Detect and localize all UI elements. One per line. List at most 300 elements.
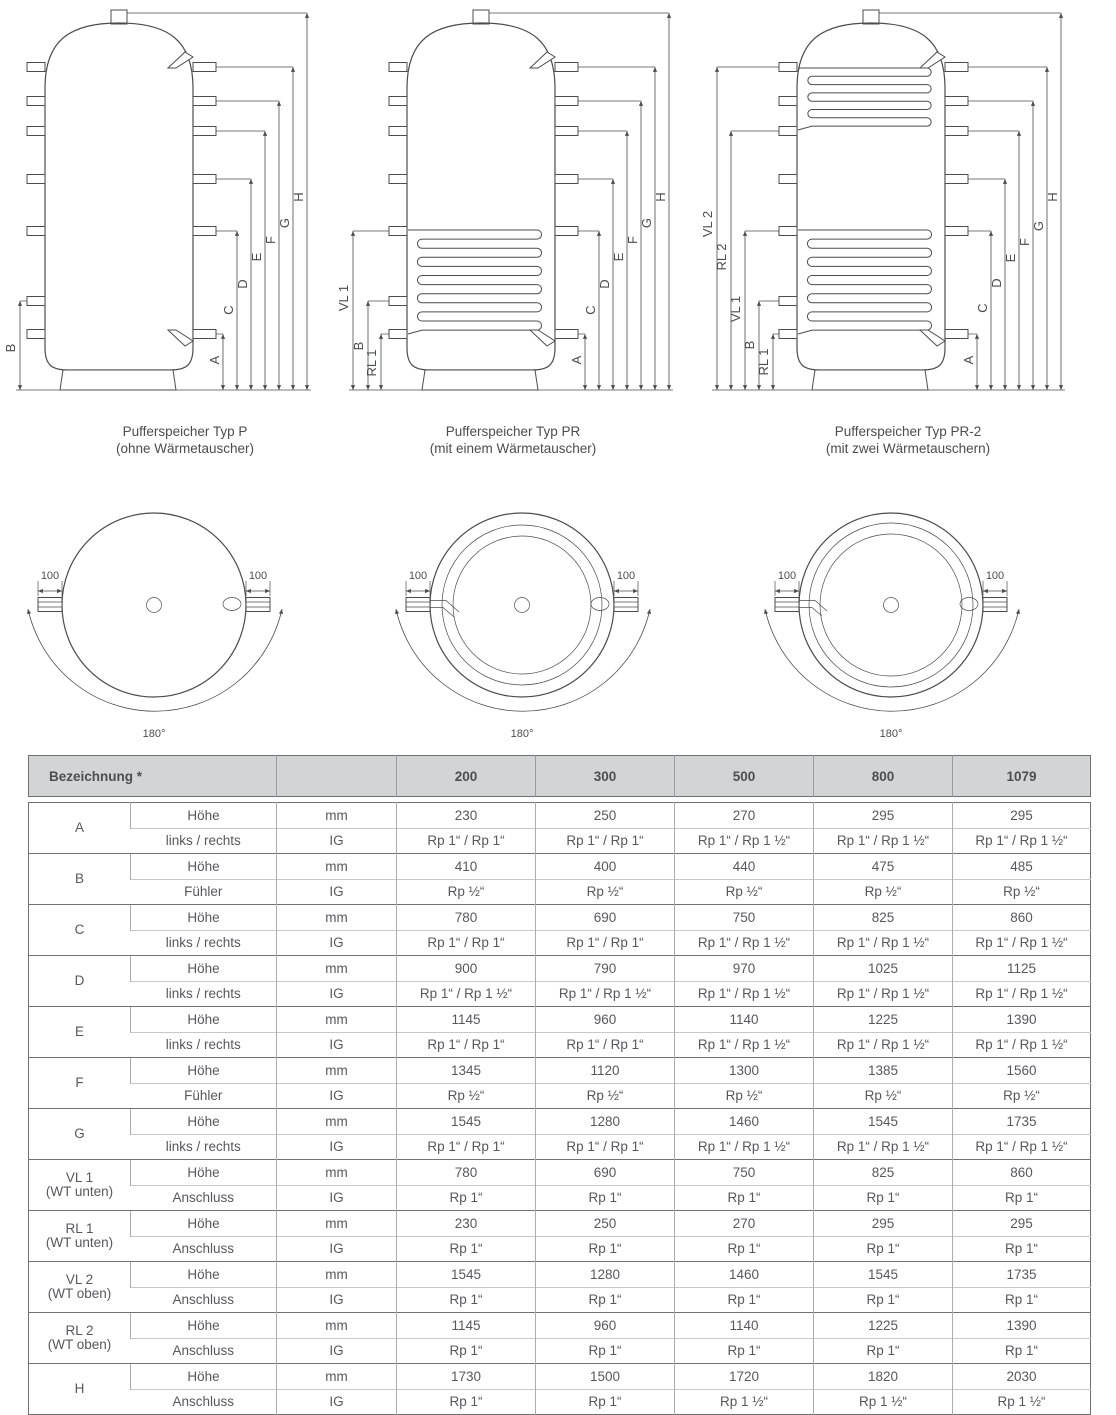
dim-label-b: B <box>351 341 366 351</box>
spec-row <box>29 1134 1091 1160</box>
value-cell: 1385 <box>814 1058 953 1084</box>
value-cell: 295 <box>814 803 953 829</box>
spec-row <box>29 1032 1091 1058</box>
caption-title: Pufferspeicher Typ PR-2 <box>834 424 982 439</box>
spec-row <box>29 981 1091 1007</box>
coil-ring-inner <box>453 536 591 674</box>
dim-label-a: A <box>961 355 976 365</box>
right-port <box>614 570 638 612</box>
param-cell: links / rechts <box>131 930 277 956</box>
dim-label-e: E <box>611 252 626 262</box>
value-cell: 1225 <box>814 1313 953 1339</box>
value-cell: 1820 <box>814 1364 953 1390</box>
value-cell: 1225 <box>814 1007 953 1033</box>
caption-subtitle: (ohne Wärmetauscher) <box>115 441 255 456</box>
top-cap <box>473 10 489 24</box>
tank-diagram-typ-p <box>0 0 335 412</box>
value-cell: 1120 <box>536 1058 675 1084</box>
group-label-cell: RL 1 (WT unten) <box>29 1211 131 1262</box>
center-port <box>147 598 162 613</box>
port-dim-label: 100 <box>408 570 428 582</box>
param-cell: links / rechts <box>131 1032 277 1058</box>
value-cell: Rp ½“ <box>953 1083 1091 1109</box>
param-cell: Höhe <box>131 1262 277 1288</box>
value-cell: Rp 1“ / Rp 1“ <box>397 828 536 854</box>
param-cell: Höhe <box>131 1211 277 1237</box>
weld-tab-bottom <box>920 330 945 346</box>
value-cell: 295 <box>953 1211 1091 1237</box>
group-label-cell: VL 2 (WT oben) <box>29 1262 131 1313</box>
header-size-1079: 1079 <box>953 756 1091 797</box>
center-port <box>515 598 530 613</box>
spec-row <box>29 905 1091 931</box>
value-cell: Rp 1“ <box>953 1338 1091 1364</box>
value-cell: Rp 1“ <box>675 1338 814 1364</box>
value-cell: Rp 1“ / Rp 1“ <box>536 1032 675 1058</box>
weld-tab-top <box>168 52 193 68</box>
value-cell: 410 <box>397 854 536 880</box>
spec-row <box>29 1160 1091 1186</box>
value-cell: 690 <box>536 1160 675 1186</box>
group-label-cell: D <box>29 956 131 1007</box>
spec-row <box>29 879 1091 905</box>
dim-label-vl1: VL 1 <box>336 284 351 312</box>
value-cell: Rp ½“ <box>397 1083 536 1109</box>
port-dim-label: 100 <box>40 570 60 582</box>
group-label-cell: RL 2 (WT oben) <box>29 1313 131 1364</box>
value-cell: 250 <box>536 1211 675 1237</box>
tank-diagram-typ-pr2 <box>690 0 1116 412</box>
value-cell: 250 <box>536 803 675 829</box>
dim-label-vl1: VL 1 <box>728 295 743 323</box>
value-cell: 485 <box>953 854 1091 880</box>
dim-label-rl1: RL 1 <box>364 349 379 377</box>
value-cell: Rp 1“ <box>397 1287 536 1313</box>
dimension-lines-left <box>700 67 779 390</box>
left-ports <box>27 63 45 339</box>
value-cell: Rp 1“ / Rp 1“ <box>397 1032 536 1058</box>
top-view-typ-pr2 <box>757 483 1097 753</box>
spec-row <box>29 1364 1091 1390</box>
value-cell: Rp 1“ <box>814 1236 953 1262</box>
spec-row <box>29 1211 1091 1237</box>
left-ports <box>779 63 797 339</box>
dim-label-rl2: RL 2 <box>714 243 729 271</box>
unit-cell: mm <box>277 1364 397 1390</box>
param-cell: Anschluss <box>131 1185 277 1211</box>
top-view-typ-pr <box>388 483 728 753</box>
tank-outline <box>799 513 983 697</box>
right-ports <box>555 63 578 339</box>
value-cell: 400 <box>536 854 675 880</box>
center-port <box>884 598 899 613</box>
value-cell: Rp ½“ <box>814 1083 953 1109</box>
dim-label-rl1: RL 1 <box>756 348 771 376</box>
value-cell: Rp 1“ / Rp 1 ½“ <box>953 1032 1091 1058</box>
unit-cell: IG <box>277 1338 397 1364</box>
caption-title: Pufferspeicher Typ PR <box>445 424 581 439</box>
header-size-800: 800 <box>814 756 953 797</box>
value-cell: 900 <box>397 956 536 982</box>
right-ports <box>193 63 216 339</box>
port-dim-label: 100 <box>777 570 797 582</box>
spec-row <box>29 1313 1091 1339</box>
unit-cell: IG <box>277 1389 397 1415</box>
value-cell: 1140 <box>675 1313 814 1339</box>
value-cell: Rp 1“ / Rp 1 ½“ <box>675 981 814 1007</box>
value-cell: 1125 <box>953 956 1091 982</box>
unit-cell: IG <box>277 828 397 854</box>
value-cell: 1735 <box>953 1262 1091 1288</box>
top-cap <box>111 10 127 24</box>
heat-exchanger-coil <box>408 230 542 334</box>
unit-cell: mm <box>277 1313 397 1339</box>
value-cell: 1345 <box>397 1058 536 1084</box>
value-cell: 1735 <box>953 1109 1091 1135</box>
value-cell: Rp 1 ½“ <box>953 1389 1091 1415</box>
group-label-cell: G <box>29 1109 131 1160</box>
dim-label-h: H <box>653 192 668 202</box>
coil-ring-inner <box>820 534 962 676</box>
value-cell: 750 <box>675 1160 814 1186</box>
value-cell: 230 <box>397 803 536 829</box>
value-cell: Rp 1“ <box>675 1287 814 1313</box>
param-cell: Höhe <box>131 1109 277 1135</box>
value-cell: Rp 1“ <box>953 1185 1091 1211</box>
value-cell: Rp 1“ <box>536 1287 675 1313</box>
top-cap <box>863 10 879 24</box>
value-cell: Rp 1“ / Rp 1 ½“ <box>953 930 1091 956</box>
dim-label-c: C <box>221 305 236 315</box>
dim-label-h: H <box>291 192 306 202</box>
value-cell: 1500 <box>536 1364 675 1390</box>
param-cell: Anschluss <box>131 1389 277 1415</box>
value-cell: 960 <box>536 1007 675 1033</box>
weld-tab-top <box>920 52 945 68</box>
value-cell: 1730 <box>397 1364 536 1390</box>
unit-cell: IG <box>277 879 397 905</box>
param-cell: Höhe <box>131 803 277 829</box>
left-port <box>406 570 430 612</box>
spec-row <box>29 930 1091 956</box>
spec-row <box>29 1236 1091 1262</box>
dim-label-c: C <box>583 305 598 315</box>
spec-row <box>29 854 1091 880</box>
spec-row <box>29 1287 1091 1313</box>
value-cell: Rp 1“ / Rp 1 ½“ <box>953 981 1091 1007</box>
spec-table-body-table <box>28 802 1091 1415</box>
weld-tab-bottom <box>168 330 193 346</box>
value-cell: 790 <box>536 956 675 982</box>
value-cell: Rp 1“ / Rp 1 ½“ <box>536 981 675 1007</box>
unit-cell: IG <box>277 930 397 956</box>
value-cell: 1025 <box>814 956 953 982</box>
value-cell: 270 <box>675 803 814 829</box>
header-size-300: 300 <box>536 756 675 797</box>
dim-label-vl2: VL 2 <box>700 210 715 238</box>
value-cell: Rp 1“ / Rp 1“ <box>536 930 675 956</box>
param-cell: Anschluss <box>131 1287 277 1313</box>
dimension-lines-right <box>879 13 1061 390</box>
value-cell: Rp ½“ <box>536 879 675 905</box>
value-cell: Rp 1“ <box>814 1287 953 1313</box>
header-designation: Bezeichnung * <box>29 756 277 797</box>
right-ports <box>945 63 968 339</box>
sensor-pocket <box>223 598 241 611</box>
port-dim-label: 100 <box>616 570 636 582</box>
unit-cell: IG <box>277 981 397 1007</box>
value-cell: 230 <box>397 1211 536 1237</box>
value-cell: Rp 1“ / Rp 1 ½“ <box>675 930 814 956</box>
dimension-lines-right <box>127 13 307 390</box>
value-cell: Rp ½“ <box>675 879 814 905</box>
spec-row <box>29 1058 1091 1084</box>
value-cell: Rp 1“ / Rp 1“ <box>397 930 536 956</box>
unit-cell: IG <box>277 1185 397 1211</box>
value-cell: Rp 1“ / Rp 1“ <box>536 1134 675 1160</box>
group-label-cell: E <box>29 1007 131 1058</box>
value-cell: Rp 1“ / Rp 1 ½“ <box>675 1134 814 1160</box>
weld-tab-bottom <box>530 330 555 346</box>
dim-label-b: B <box>742 340 757 350</box>
value-cell: Rp 1“ / Rp 1“ <box>397 1134 536 1160</box>
value-cell: 1460 <box>675 1262 814 1288</box>
group-label-cell: A <box>74 820 84 835</box>
coil-ring-outer <box>442 525 602 685</box>
tank-base <box>60 370 176 390</box>
value-cell: Rp ½“ <box>953 879 1091 905</box>
value-cell: Rp 1“ / Rp 1 ½“ <box>953 1134 1091 1160</box>
group-label-cell: F <box>29 1058 131 1109</box>
value-cell: Rp 1“ / Rp 1 ½“ <box>814 828 953 854</box>
top-view-typ-p <box>20 483 360 753</box>
value-cell: Rp 1“ <box>814 1185 953 1211</box>
value-cell: Rp 1“ <box>536 1389 675 1415</box>
value-cell: 1280 <box>536 1109 675 1135</box>
right-port <box>983 570 1007 612</box>
tank-base <box>422 370 538 390</box>
value-cell: 860 <box>953 1160 1091 1186</box>
param-cell: Höhe <box>131 1058 277 1084</box>
caption-typ-pr2 <box>758 423 1058 457</box>
port-dim-label: 100 <box>985 570 1005 582</box>
left-ports <box>389 63 407 339</box>
value-cell: Rp ½“ <box>397 879 536 905</box>
value-cell: Rp 1“ <box>953 1287 1091 1313</box>
value-cell: 1390 <box>953 1007 1091 1033</box>
dim-label-d: D <box>235 279 250 289</box>
unit-cell: IG <box>277 1134 397 1160</box>
tank-outline <box>430 513 614 697</box>
param-cell: Höhe <box>131 1007 277 1033</box>
caption-subtitle: (mit einem Wärmetauscher) <box>429 441 597 456</box>
caption-typ-p <box>35 423 335 457</box>
value-cell: Rp 1“ <box>536 1236 675 1262</box>
value-cell: Rp 1“ <box>675 1185 814 1211</box>
value-cell: Rp 1“ / Rp 1 ½“ <box>814 930 953 956</box>
param-cell: Anschluss <box>131 1338 277 1364</box>
value-cell: 1145 <box>397 1313 536 1339</box>
unit-cell: IG <box>277 1287 397 1313</box>
dim-label-d: D <box>989 278 1004 288</box>
unit-cell: mm <box>277 1058 397 1084</box>
unit-cell: mm <box>277 1211 397 1237</box>
dim-label-g: G <box>639 217 654 229</box>
dimension-lines-left <box>3 301 27 390</box>
tank-diagram-typ-pr <box>336 0 690 412</box>
spec-row <box>29 828 1091 854</box>
dim-label-c: C <box>975 303 990 313</box>
coil-ring-outer <box>809 523 973 687</box>
unit-cell: mm <box>277 1007 397 1033</box>
value-cell: Rp 1“ <box>397 1338 536 1364</box>
unit-cell: mm <box>277 905 397 931</box>
value-cell: 1545 <box>397 1109 536 1135</box>
right-port <box>246 570 270 612</box>
value-cell: 1300 <box>675 1058 814 1084</box>
left-port <box>775 570 799 612</box>
unit-cell: IG <box>277 1032 397 1058</box>
value-cell: 440 <box>675 854 814 880</box>
coil-connection-pipe <box>430 601 459 613</box>
coil-connection-pipe <box>799 601 827 612</box>
value-cell: Rp 1“ / Rp 1 ½“ <box>814 981 953 1007</box>
value-cell: 1545 <box>397 1262 536 1288</box>
unit-cell: mm <box>277 1262 397 1288</box>
spec-row <box>29 1109 1091 1135</box>
dim-label-f: F <box>625 236 640 244</box>
dimension-lines-left <box>336 231 389 390</box>
tank-body <box>45 23 193 370</box>
unit-cell: mm <box>277 854 397 880</box>
value-cell: 780 <box>397 1160 536 1186</box>
unit-cell: mm <box>277 1109 397 1135</box>
tank-outline <box>62 513 246 697</box>
value-cell: 1720 <box>675 1364 814 1390</box>
value-cell: Rp 1“ <box>397 1185 536 1211</box>
value-cell: 825 <box>814 1160 953 1186</box>
value-cell: 1545 <box>814 1262 953 1288</box>
value-cell: Rp 1“ / Rp 1“ <box>536 828 675 854</box>
value-cell: Rp 1“ / Rp 1 ½“ <box>814 1134 953 1160</box>
value-cell: 1545 <box>814 1109 953 1135</box>
spec-row <box>29 1083 1091 1109</box>
left-port <box>38 570 62 612</box>
spec-row <box>29 1007 1091 1033</box>
dim-label-e: E <box>1003 253 1018 263</box>
value-cell: Rp 1“ / Rp 1 ½“ <box>814 1032 953 1058</box>
param-cell: Höhe <box>131 854 277 880</box>
value-cell: Rp 1“ <box>536 1338 675 1364</box>
header-unit-col <box>277 756 397 797</box>
unit-cell: mm <box>277 803 397 829</box>
heat-exchanger-coil-lower <box>798 230 932 334</box>
group-label-cell: C <box>29 905 131 956</box>
value-cell: 750 <box>675 905 814 931</box>
heat-exchanger-coil-upper <box>798 68 931 130</box>
unit-cell: mm <box>277 1160 397 1186</box>
param-cell: Höhe <box>131 905 277 931</box>
value-cell: 2030 <box>953 1364 1091 1390</box>
angle-label: 180° <box>142 728 166 740</box>
port-dim-label: 100 <box>248 570 268 582</box>
param-cell: Fühler <box>131 879 277 905</box>
spec-row <box>29 1338 1091 1364</box>
unit-cell: IG <box>277 1083 397 1109</box>
value-cell: 970 <box>675 956 814 982</box>
param-cell: Anschluss <box>131 1236 277 1262</box>
caption-subtitle: (mit zwei Wärmetauschern) <box>825 441 991 456</box>
group-label-cell: VL 1 (WT unten) <box>29 1160 131 1211</box>
dim-label-g: G <box>277 217 292 229</box>
value-cell: 1560 <box>953 1058 1091 1084</box>
spec-row <box>29 1185 1091 1211</box>
value-cell: 1460 <box>675 1109 814 1135</box>
value-cell: 1145 <box>397 1007 536 1033</box>
value-cell: 780 <box>397 905 536 931</box>
header-size-200: 200 <box>397 756 536 797</box>
sensor-pocket <box>960 598 978 611</box>
coil-connection-pipe <box>799 608 822 617</box>
value-cell: Rp 1“ <box>397 1236 536 1262</box>
value-cell: Rp ½“ <box>675 1083 814 1109</box>
value-cell: Rp 1 ½“ <box>675 1389 814 1415</box>
value-cell: 1390 <box>953 1313 1091 1339</box>
value-cell: 860 <box>953 905 1091 931</box>
value-cell: Rp 1“ <box>536 1185 675 1211</box>
value-cell: 475 <box>814 854 953 880</box>
value-cell: Rp 1“ / Rp 1 ½“ <box>397 981 536 1007</box>
caption-typ-pr <box>363 423 663 457</box>
value-cell: Rp 1“ <box>814 1338 953 1364</box>
dim-label-f: F <box>263 236 278 244</box>
dim-label-b: B <box>3 343 18 353</box>
dim-label-f: F <box>1017 238 1032 246</box>
dim-label-g: G <box>1031 220 1046 232</box>
value-cell: 1140 <box>675 1007 814 1033</box>
value-cell: 295 <box>814 1211 953 1237</box>
sensor-pocket <box>591 598 609 611</box>
angle-label: 180° <box>879 728 903 740</box>
value-cell: 295 <box>953 803 1091 829</box>
group-label-cell: H <box>29 1364 131 1415</box>
value-cell: Rp 1“ <box>675 1236 814 1262</box>
header-row <box>29 756 1091 797</box>
param-cell: Höhe <box>131 1364 277 1390</box>
value-cell: Rp 1“ / Rp 1 ½“ <box>675 1032 814 1058</box>
dim-label-d: D <box>597 279 612 289</box>
value-cell: Rp ½“ <box>814 879 953 905</box>
spec-row <box>29 803 1091 829</box>
dim-label-a: A <box>207 355 222 365</box>
tank-body <box>407 23 555 370</box>
value-cell: Rp 1“ <box>953 1236 1091 1262</box>
unit-cell: mm <box>277 956 397 982</box>
value-cell: 960 <box>536 1313 675 1339</box>
dim-label-a: A <box>569 355 584 365</box>
angle-label: 180° <box>510 728 534 740</box>
dim-label-e: E <box>249 252 264 262</box>
tank-body <box>797 23 945 370</box>
header-size-500: 500 <box>675 756 814 797</box>
param-cell: Höhe <box>131 1313 277 1339</box>
value-cell: 270 <box>675 1211 814 1237</box>
param-cell: Höhe <box>131 956 277 982</box>
value-cell: 1280 <box>536 1262 675 1288</box>
spec-row <box>29 1389 1091 1415</box>
tank-base <box>812 370 928 390</box>
value-cell: Rp 1“ / Rp 1 ½“ <box>953 828 1091 854</box>
